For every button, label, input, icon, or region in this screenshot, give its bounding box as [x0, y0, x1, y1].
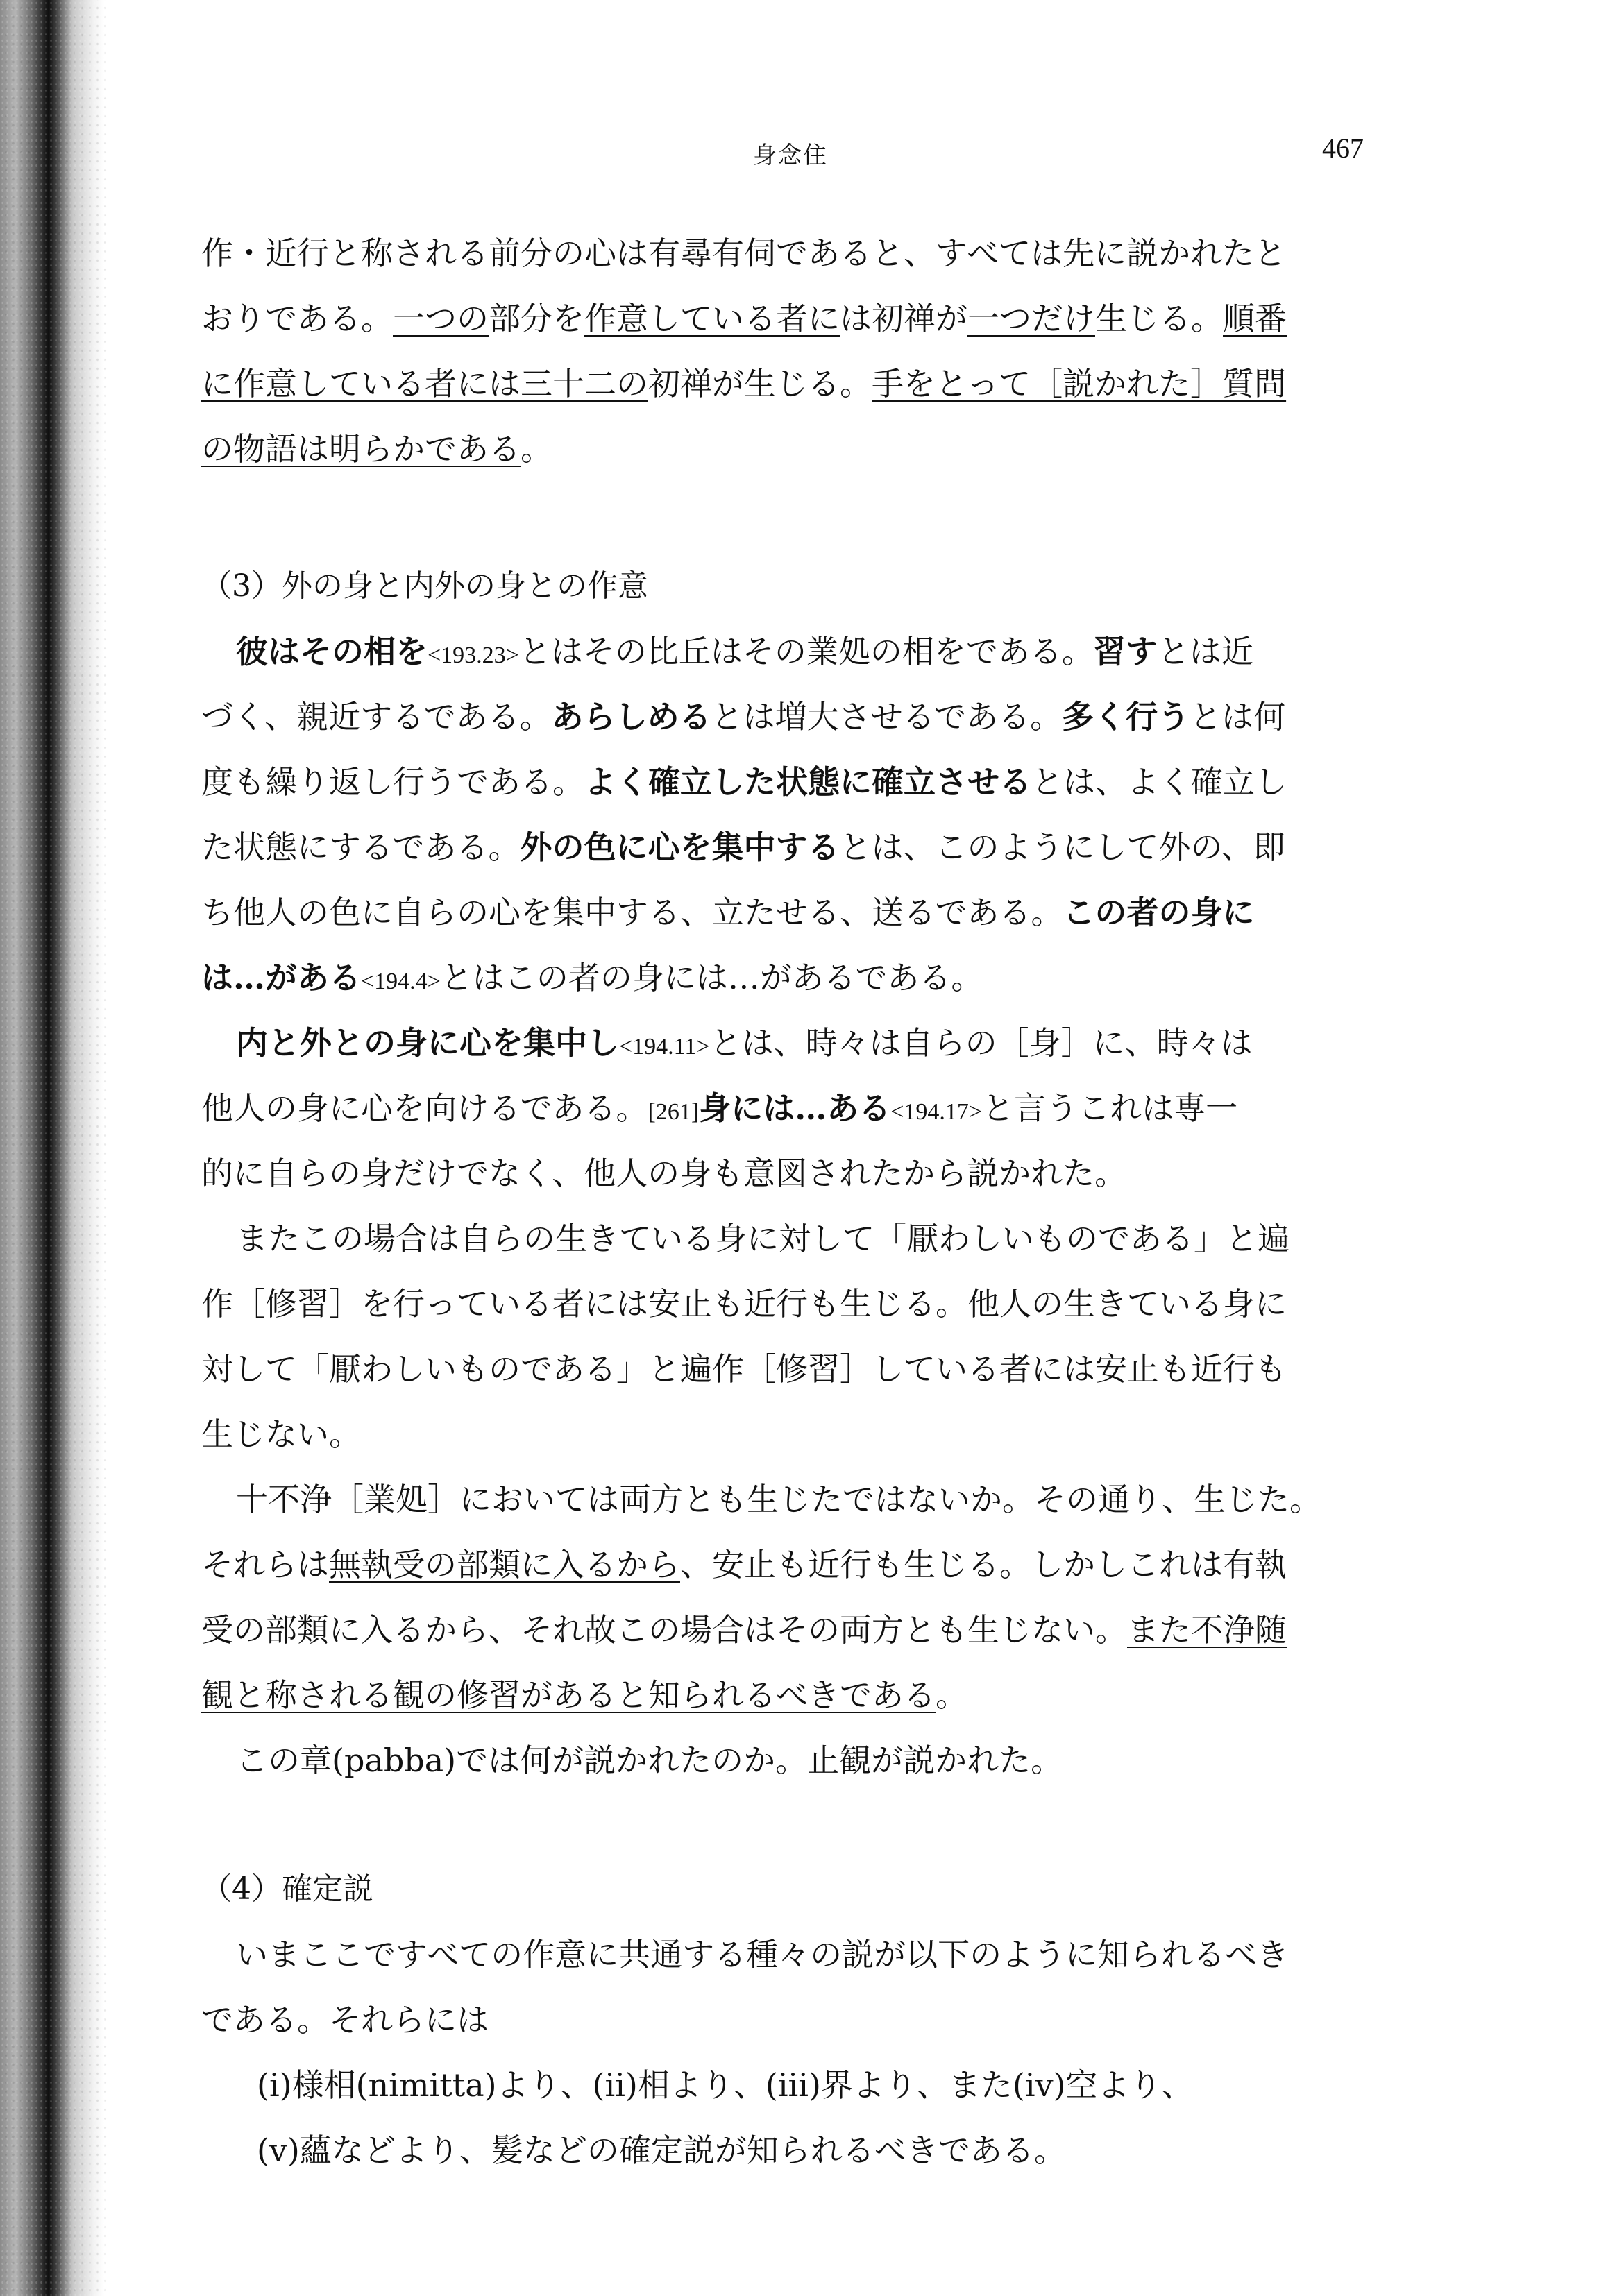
sec4-p1-line2: である。それらには	[201, 2001, 489, 2039]
sec4-list-line2: (v)蘊などより、髪などの確定説が知られるべきである。	[257, 2132, 1066, 2169]
sec4-p1-line1: いまここですべての作意に共通する種々の説が以下のように知られるべき	[236, 1936, 1289, 1973]
sec3-p4-line3: 受の部類に入るから、それ故この場合はその両方とも生じない。また不浄随	[201, 1611, 1287, 1649]
sec3-p2-line1: 内と外との身に心を集中し<194.11>とは、時々は自らの［身］に、時々は	[236, 1024, 1253, 1062]
para1-line4: の物語は明らかである。	[201, 430, 552, 468]
sec3-p4-line2: それらは無執受の部類に入るから、安止も近行も生じる。しかしこれは有執	[201, 1546, 1287, 1583]
scan-gutter-speckle	[0, 0, 111, 2296]
sec3-p3-line1: またこの場合は自らの生きている身に対して「厭わしいものである」と遍	[236, 1220, 1289, 1257]
sec4-list-line1: (i)様相(nimitta)より、(ii)相より、(iii)界より、また(iv)空より、	[257, 2066, 1194, 2104]
sec3-p5-line1: この章(pabba)では何が説かれたのか。止観が説かれた。	[236, 1742, 1063, 1779]
sec3-p1-line4: た状態にするである。外の色に心を集中するとは、このようにして外の、即	[201, 828, 1285, 866]
sec3-p4-line1: 十不浄［業処］においては両方とも生じたではないか。その通り、生じた。	[236, 1481, 1321, 1518]
sec3-p1-line5: ち他人の色に自らの心を集中する、立たせる、送るである。この者の身に	[201, 894, 1255, 931]
page-number: 467	[1322, 133, 1364, 164]
para1-line3: に作意している者には三十二の初禅が生じる。手をとって［説かれた］質問	[201, 365, 1287, 402]
sec3-p1-line1: 彼はその相を<193.23>とはその比丘はその業処の相をである。習すとは近	[236, 633, 1253, 670]
sec3-p2-line2: 他人の身に心を向けるである。[261]身には…ある<194.17>と言うこれは専一	[201, 1089, 1238, 1127]
para1-line2: おりである。一つの部分を作意している者には初禅が一つだけ生じる。順番	[201, 300, 1287, 337]
sec3-p1-line2: づく、親近するである。あらしめるとは増大させるである。多く行うとは何	[201, 698, 1286, 735]
para1-line1: 作・近行と称される前分の心は有尋有伺であると、すべては先に説かれたと	[201, 235, 1287, 272]
sec3-p2-line3: 的に自らの身だけでなく、他人の身も意図されたから説かれた。	[201, 1155, 1127, 1192]
sec3-p4-line4: 観と称される観の修習があると知られるべきである。	[201, 1676, 967, 1714]
sec3-p3-line4: 生じない。	[201, 1415, 361, 1453]
page-body	[201, 221, 1395, 2183]
sec3-p3-line3: 対して「厭わしいものである」と遍作［修習］している者には安止も近行も	[201, 1350, 1287, 1388]
section4-heading: （4）確定説	[201, 1871, 373, 1907]
sec3-p1-line6: は…がある<194.4>とはこの者の身には…があるである。	[201, 959, 983, 996]
running-header-title: 身念住	[753, 142, 828, 169]
sec3-p3-line2: 作［修習］を行っている者には安止も近行も生じる。他人の生きている身に	[201, 1285, 1287, 1323]
sec3-p1-line3: 度も繰り返し行うである。よく確立した状態に確立させるとは、よく確立し	[201, 763, 1287, 801]
section3-heading: （3）外の身と内外の身との作意	[201, 568, 648, 604]
